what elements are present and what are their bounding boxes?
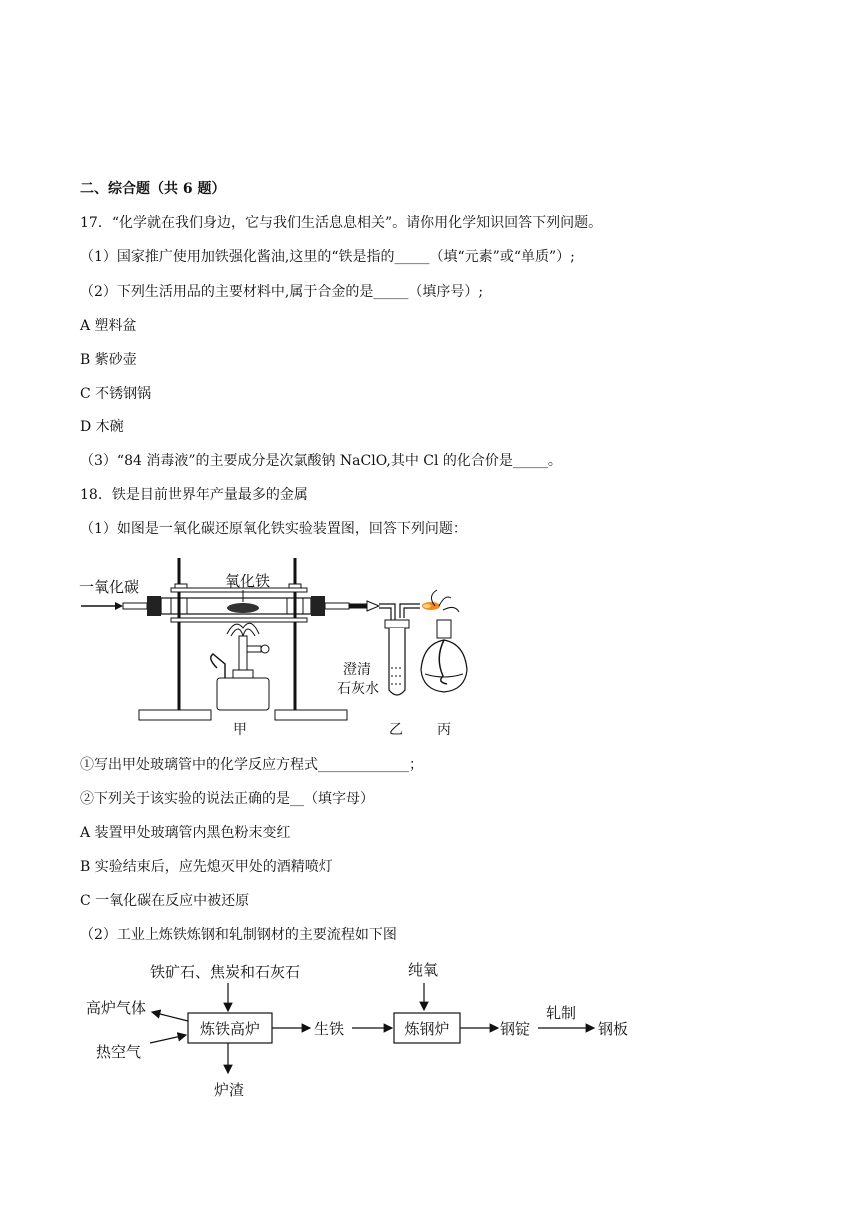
q18-stem: 18．铁是目前世界年产量最多的金属: [80, 487, 308, 503]
steelmaking-flow-diagram: [80, 955, 650, 1105]
section-title: 二、综合题（共 6 题）: [80, 181, 226, 197]
flow-plate: 钢板: [598, 1020, 629, 1038]
flow-furnace2: 炼钢炉: [404, 1020, 450, 1038]
q18-part2: （2）工业上炼铁炼钢和轧制钢材的主要流程如下图: [80, 927, 397, 943]
flow-oxygen: 纯氧: [408, 961, 439, 979]
q18-sub1: ①写出甲处玻璃管中的化学反应方程式_____________；: [80, 757, 423, 773]
q18-option-a: A 装置甲处玻璃管内黑色粉末变红: [80, 825, 291, 841]
flow-rolling: 轧制: [546, 1004, 577, 1022]
q17-stem: 17．“化学就在我们身边，它与我们生活息息相关”。请你用化学知识回答下列问题。: [80, 215, 603, 231]
label-yi: 乙: [389, 722, 403, 738]
q18-option-c: C 一氧化碳在反应中被还原: [80, 893, 250, 909]
q17-option-c: C 不锈钢锅: [80, 386, 152, 402]
flow-slag: 炉渣: [214, 1081, 245, 1099]
q17-option-a: A 塑料盆: [80, 318, 137, 334]
flow-raw-materials: 铁矿石、焦炭和石灰石: [150, 963, 301, 981]
limewater-label-line1: 澄清: [343, 662, 371, 678]
flow-pig-iron: 生铁: [314, 1020, 345, 1038]
q17-part2: （2）下列生活用品的主要材料中,属于合金的是_____（填序号）;: [80, 284, 484, 300]
flow-ingot: 钢锭: [500, 1020, 531, 1038]
co-reduction-apparatus-figure: [75, 550, 495, 742]
q17-option-d: D 木碗: [80, 419, 124, 435]
limewater-label-line2: 石灰水: [337, 681, 379, 697]
fe2o3-label: 氧化铁: [225, 572, 271, 590]
q17-option-b: B 紫砂壶: [80, 352, 137, 368]
q17-part3: （3）“84 消毒液”的主要成分是次氯酸钠 NaClO,其中 Cl 的化合价是_____。: [80, 453, 562, 469]
flow-gas-out: 高炉气体: [86, 999, 147, 1017]
flow-hot-air: 热空气: [96, 1043, 142, 1061]
label-jia: 甲: [233, 722, 247, 738]
q18-sub2: ②下列关于该实验的说法正确的是__（填字母）: [80, 791, 374, 807]
flow-furnace1: 炼铁高炉: [199, 1020, 261, 1038]
q17-part1: （1）国家推广使用加铁强化酱油,这里的“铁是指的_____（填“元素”或“单质”）;: [80, 249, 575, 265]
q18-part1: （1）如图是一氧化碳还原氧化铁实验装置图，回答下列问题：: [80, 521, 467, 537]
q18-option-b: B 实验结束后，应先熄灭甲处的酒精喷灯: [80, 859, 333, 875]
co-label: 一氧化碳: [79, 578, 140, 596]
label-bing: 丙: [437, 722, 451, 738]
